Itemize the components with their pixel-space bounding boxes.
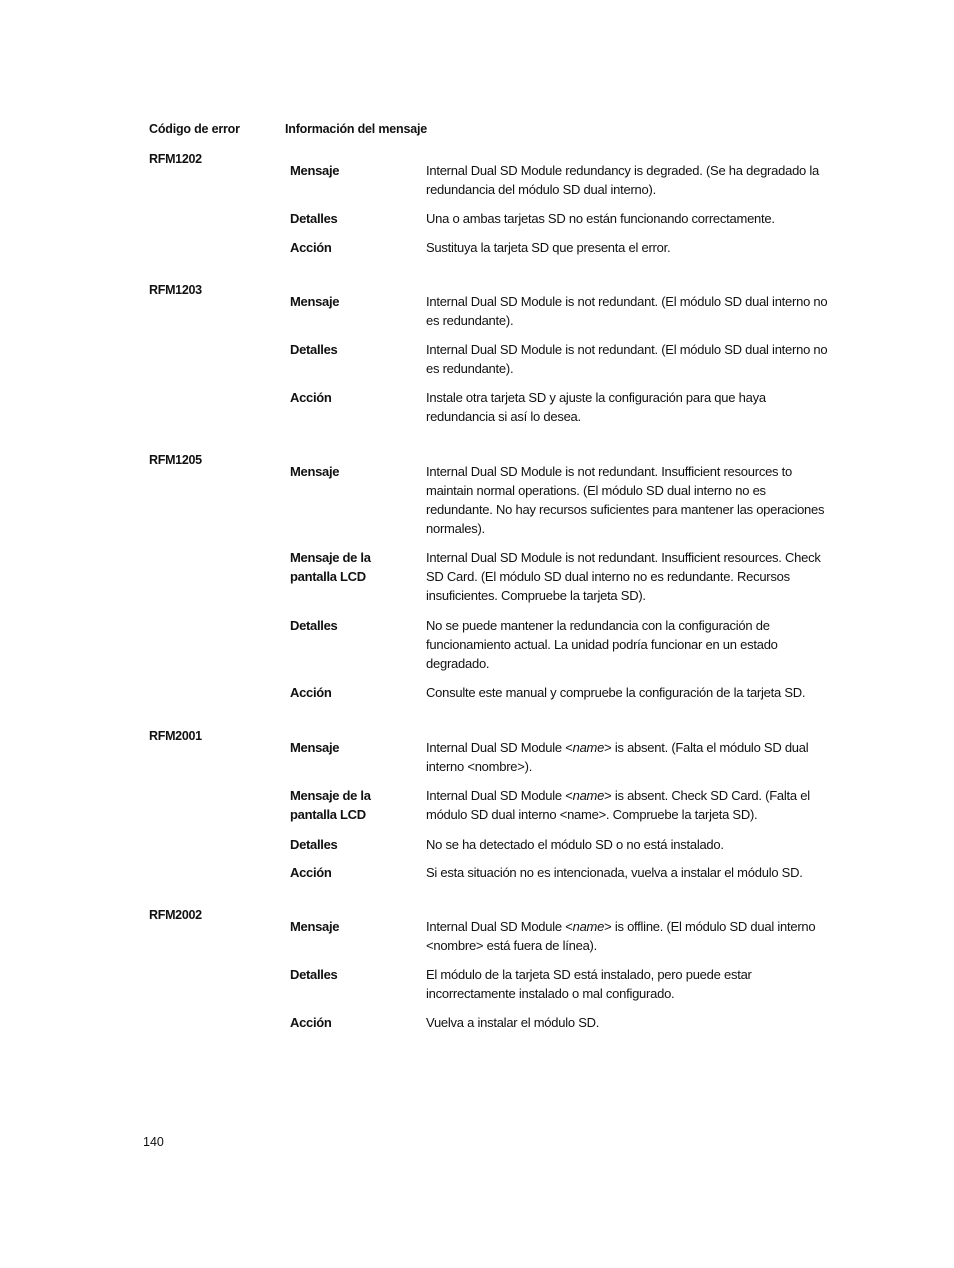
- column-header-code: Código de error: [149, 122, 240, 136]
- row-text: Internal Dual SD Module is not redundant. (El módulo SD dual interno no es redundante).: [426, 342, 828, 376]
- placeholder-name: name: [572, 740, 605, 755]
- row-label: Acción: [290, 865, 332, 880]
- row-label: Mensaje: [290, 464, 340, 479]
- row-text: No se puede mantener la redundancia con la configuración de funcionamiento actual. La unidad podría funcionar en un estado degradado.: [426, 618, 778, 671]
- text-segment: Internal Dual SD Module <: [426, 919, 573, 934]
- row-label: Detalles: [290, 211, 338, 226]
- row-text: Internal Dual SD Module is not redundant. Insufficient resources. Check SD Card. (El módulo SD dual interno no es redundante. Recursos insuficientes. Compruebe la tarjeta SD).: [426, 550, 821, 603]
- row-label: Mensaje de la pantalla LCD: [290, 788, 371, 822]
- row-text: Internal Dual SD Module is not redundant. Insufficient resources to maintain normal operations. (El módulo SD dual interno no es redundante. No hay recursos suficientes para mantener las operaciones normales).: [426, 464, 825, 536]
- row-label: Acción: [290, 1015, 332, 1030]
- row-label: Mensaje de la pantalla LCD: [290, 550, 371, 584]
- row-text: Internal Dual SD Module redundancy is degraded. (Se ha degradado la redundancia del módulo SD dual interno).: [426, 163, 820, 197]
- text-segment: Internal Dual SD Module <: [426, 740, 573, 755]
- row-label: Mensaje: [290, 919, 340, 934]
- row-text: Consulte este manual y compruebe la configuración de la tarjeta SD.: [426, 685, 806, 700]
- row-label: Acción: [290, 240, 332, 255]
- row-label: Mensaje: [290, 163, 340, 178]
- row-label: Detalles: [290, 967, 338, 982]
- page-number: 140: [143, 1135, 164, 1149]
- row-label: Mensaje: [290, 294, 340, 309]
- placeholder-name: name: [572, 788, 605, 803]
- row-label: Detalles: [290, 342, 338, 357]
- text-segment: > is offline. (El módulo SD dual interno <nombre> está fuera de línea).: [426, 919, 816, 953]
- error-code: RFM2001: [149, 729, 202, 743]
- text-segment: Internal Dual SD Module <: [426, 788, 573, 803]
- row-text: Vuelva a instalar el módulo SD.: [426, 1015, 600, 1030]
- placeholder-name: name: [572, 919, 605, 934]
- row-text: Sustituya la tarjeta SD que presenta el error.: [426, 240, 671, 255]
- error-code: RFM1202: [149, 152, 202, 166]
- row-text: No se ha detectado el módulo SD o no está instalado.: [426, 837, 724, 852]
- row-text: [426, 738, 834, 776]
- row-text: Si esta situación no es intencionada, vuelva a instalar el módulo SD.: [426, 865, 803, 880]
- row-label: Detalles: [290, 618, 338, 633]
- row-text: El módulo de la tarjeta SD está instalado, pero puede estar incorrectamente instalado o mal configurado.: [426, 967, 752, 1001]
- row-text: Una o ambas tarjetas SD no están funcionando correctamente.: [426, 211, 775, 226]
- error-code: RFM1203: [149, 283, 202, 297]
- text-segment: > is absent. Check SD Card. (Falta el módulo SD dual interno <name>. Compruebe la tarjeta SD).: [426, 788, 810, 822]
- text-segment: > is absent. (Falta el módulo SD dual interno <nombre>).: [426, 740, 809, 774]
- row-label: Detalles: [290, 837, 338, 852]
- row-text: Instale otra tarjeta SD y ajuste la configuración para que haya redundancia si así lo desea.: [426, 390, 766, 424]
- row-label: Mensaje: [290, 740, 340, 755]
- row-label: Acción: [290, 390, 332, 405]
- row-text: Internal Dual SD Module is not redundant. (El módulo SD dual interno no es redundante).: [426, 294, 828, 328]
- error-code: RFM1205: [149, 453, 202, 467]
- row-text: [426, 917, 834, 955]
- row-text: [426, 786, 834, 824]
- error-code: RFM2002: [149, 908, 202, 922]
- column-header-info: Información del mensaje: [285, 122, 427, 136]
- row-label: Acción: [290, 685, 332, 700]
